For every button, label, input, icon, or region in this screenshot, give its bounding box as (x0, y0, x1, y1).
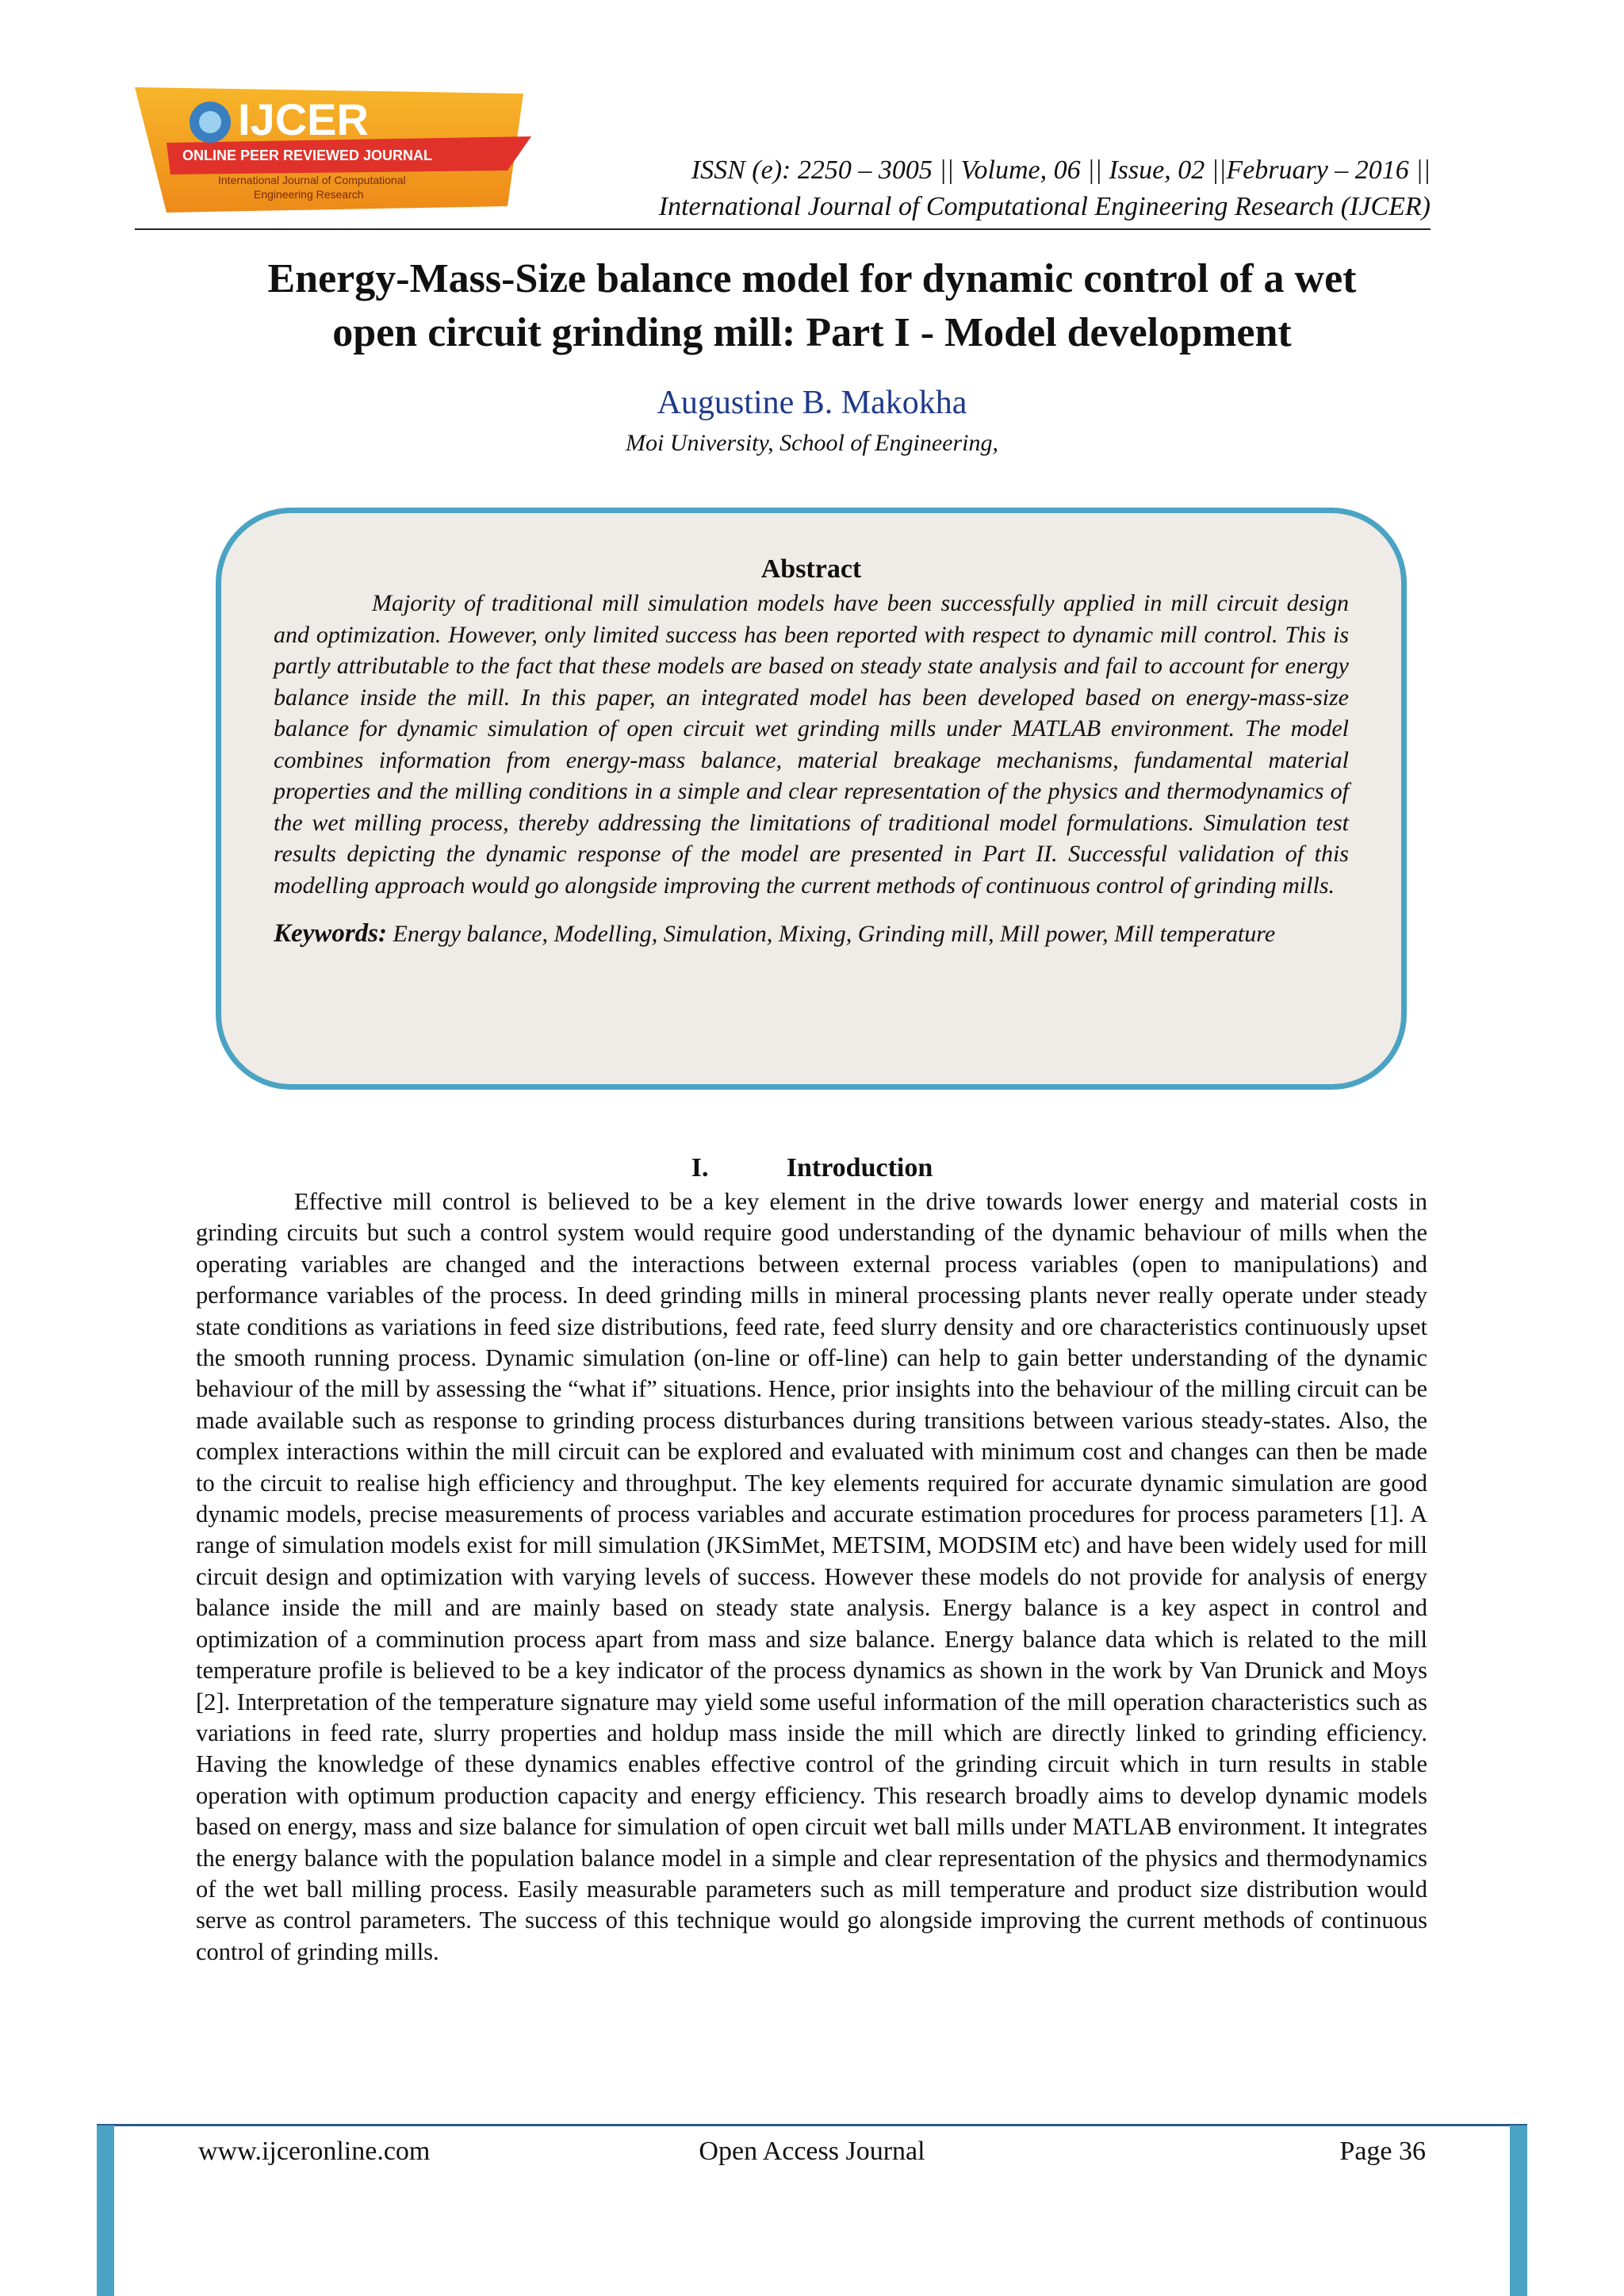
section-number: I. (691, 1153, 709, 1182)
keywords (274, 918, 1349, 950)
logo-tagline: ONLINE PEER REVIEWED JOURNAL (182, 148, 433, 163)
title-line-2: open circuit grinding mill: Part I - Model development (332, 310, 1292, 355)
keywords-list: Energy balance, Modelling, Simulation, Mixing, Grinding mill, Mill power, Mill temperature (393, 921, 1276, 947)
logo-text: IJCER (238, 94, 369, 144)
journal-line: International Journal of Computational Engineering Research (IJCER) (658, 192, 1431, 221)
logo-sub1: International Journal of Computational (218, 174, 406, 186)
title-line-1: Energy-Mass-Size balance model for dynamic control of a wet (267, 256, 1357, 301)
abstract-box (216, 508, 1407, 1090)
logo-sub2: Engineering Research (254, 188, 364, 201)
section-heading-introduction (0, 1153, 1624, 1183)
author-affiliation: Moi University, School of Engineering, (626, 430, 998, 456)
footer-center-text: Open Access Journal (699, 2137, 925, 2166)
header-divider (135, 228, 1431, 230)
page-number: Page 36 (1339, 2137, 1426, 2166)
keywords-label: Keywords: (274, 919, 387, 948)
paper-title (159, 252, 1465, 360)
ijcer-logo (135, 87, 539, 214)
footer-divider (97, 2124, 1527, 2126)
section-title: Introduction (786, 1153, 933, 1182)
abstract-heading: Abstract (760, 554, 862, 584)
journal-header (659, 152, 1431, 225)
footer-website: www.ijceronline.com (198, 2137, 431, 2166)
introduction-body: Effective mill control is believed to be a key element in the drive towards lower energy and material costs in grinding circuits but such a control system would require good understanding of the dynamic behaviour of mills when the operating variables are changed and the interactions between external process variables (open to manipulations) and performance variables of the process. In deed grinding mills in mineral processing plants never really operate under steady state conditions as variations in feed size distributions, feed rate, feed slurry density and ore characteristics continuously upset the smooth running process. Dynamic simulation (on-line or off-line) can help to gain better understanding of the dynamic behaviour of the mill by assessing the “what if” situations. Hence, prior insights into the behaviour of the milling circuit can be made available such as response to grinding process disturbances during transitions between various steady-states. Also, the complex interactions within the mill circuit can be explored and evaluated with minimum cost and changes can then be made to the circuit to realise high efficiency and throughput. The key elements required for accurate dynamic simulation are good dynamic models, precise measurements of process variables and accurate estimation procedures for process parameters [1]. A range of simulation models exist for mill simulation (JKSimMet, METSIM, MODSIM etc) and have been widely used for mill circuit design and optimization with varying levels of success. However these models do not provide for analysis of energy balance inside the mill and are mainly based on steady state analysis. Energy balance is a key aspect in control and optimization of a comminution process apart from mass and size balance. Energy balance data which is related to the mill temperature profile is believed to be a key indicator of the process dynamics as shown in the work by Van Drunick and Moys [2]. Interpretation of the temperature signature may yield some useful information of the mill operation characteristics such as variations in feed rate, slurry properties and holdup mass inside the mill which are directly linked to grinding efficiency. Having the knowledge of these dynamics enables effective control of the grinding circuit which in turn results in stable operation with optimum production capacity and energy efficiency. This research broadly aims to develop dynamic models based on energy, mass and size balance for simulation of open circuit wet ball mills under MATLAB environment. It integrates the energy balance with the population balance model in a simple and clear representation of the physics and thermodynamics of the wet ball milling process. Easily measurable parameters such as mill temperature and product size distribution would serve as control parameters. The success of this technique would go alongside improving the current methods of continuous control of grinding mills. (196, 1188, 1427, 1965)
author-name: Augustine B. Makokha (657, 385, 967, 421)
abstract-body: Majority of traditional mill simulation models have been successfully applied in mill circuit design and optimization. However, only limited success has been reported with respect to dynamic mill control. This is partly attributable to the fact that these models are based on steady state analysis and fail to account for energy balance inside the mill. In this paper, an integrated model has been developed based on energy-mass-size balance for dynamic simulation of open circuit wet grinding mills under MATLAB environment. The model combines information from energy-mass balance, material breakage mechanisms, fundamental material properties and the milling conditions in a simple and clear representation of the physics and thermodynamics of the wet milling process, thereby addressing the limitations of traditional model formulations. Simulation test results depicting the dynamic response of the model are presented in Part II. Successful validation of this modelling approach would go alongside improving the current methods of continuous control of grinding mills. (274, 590, 1349, 899)
issn-line: ISSN (e): 2250 – 3005 || Volume, 06 || Issue, 02 ||February – 2016 || (691, 155, 1431, 185)
